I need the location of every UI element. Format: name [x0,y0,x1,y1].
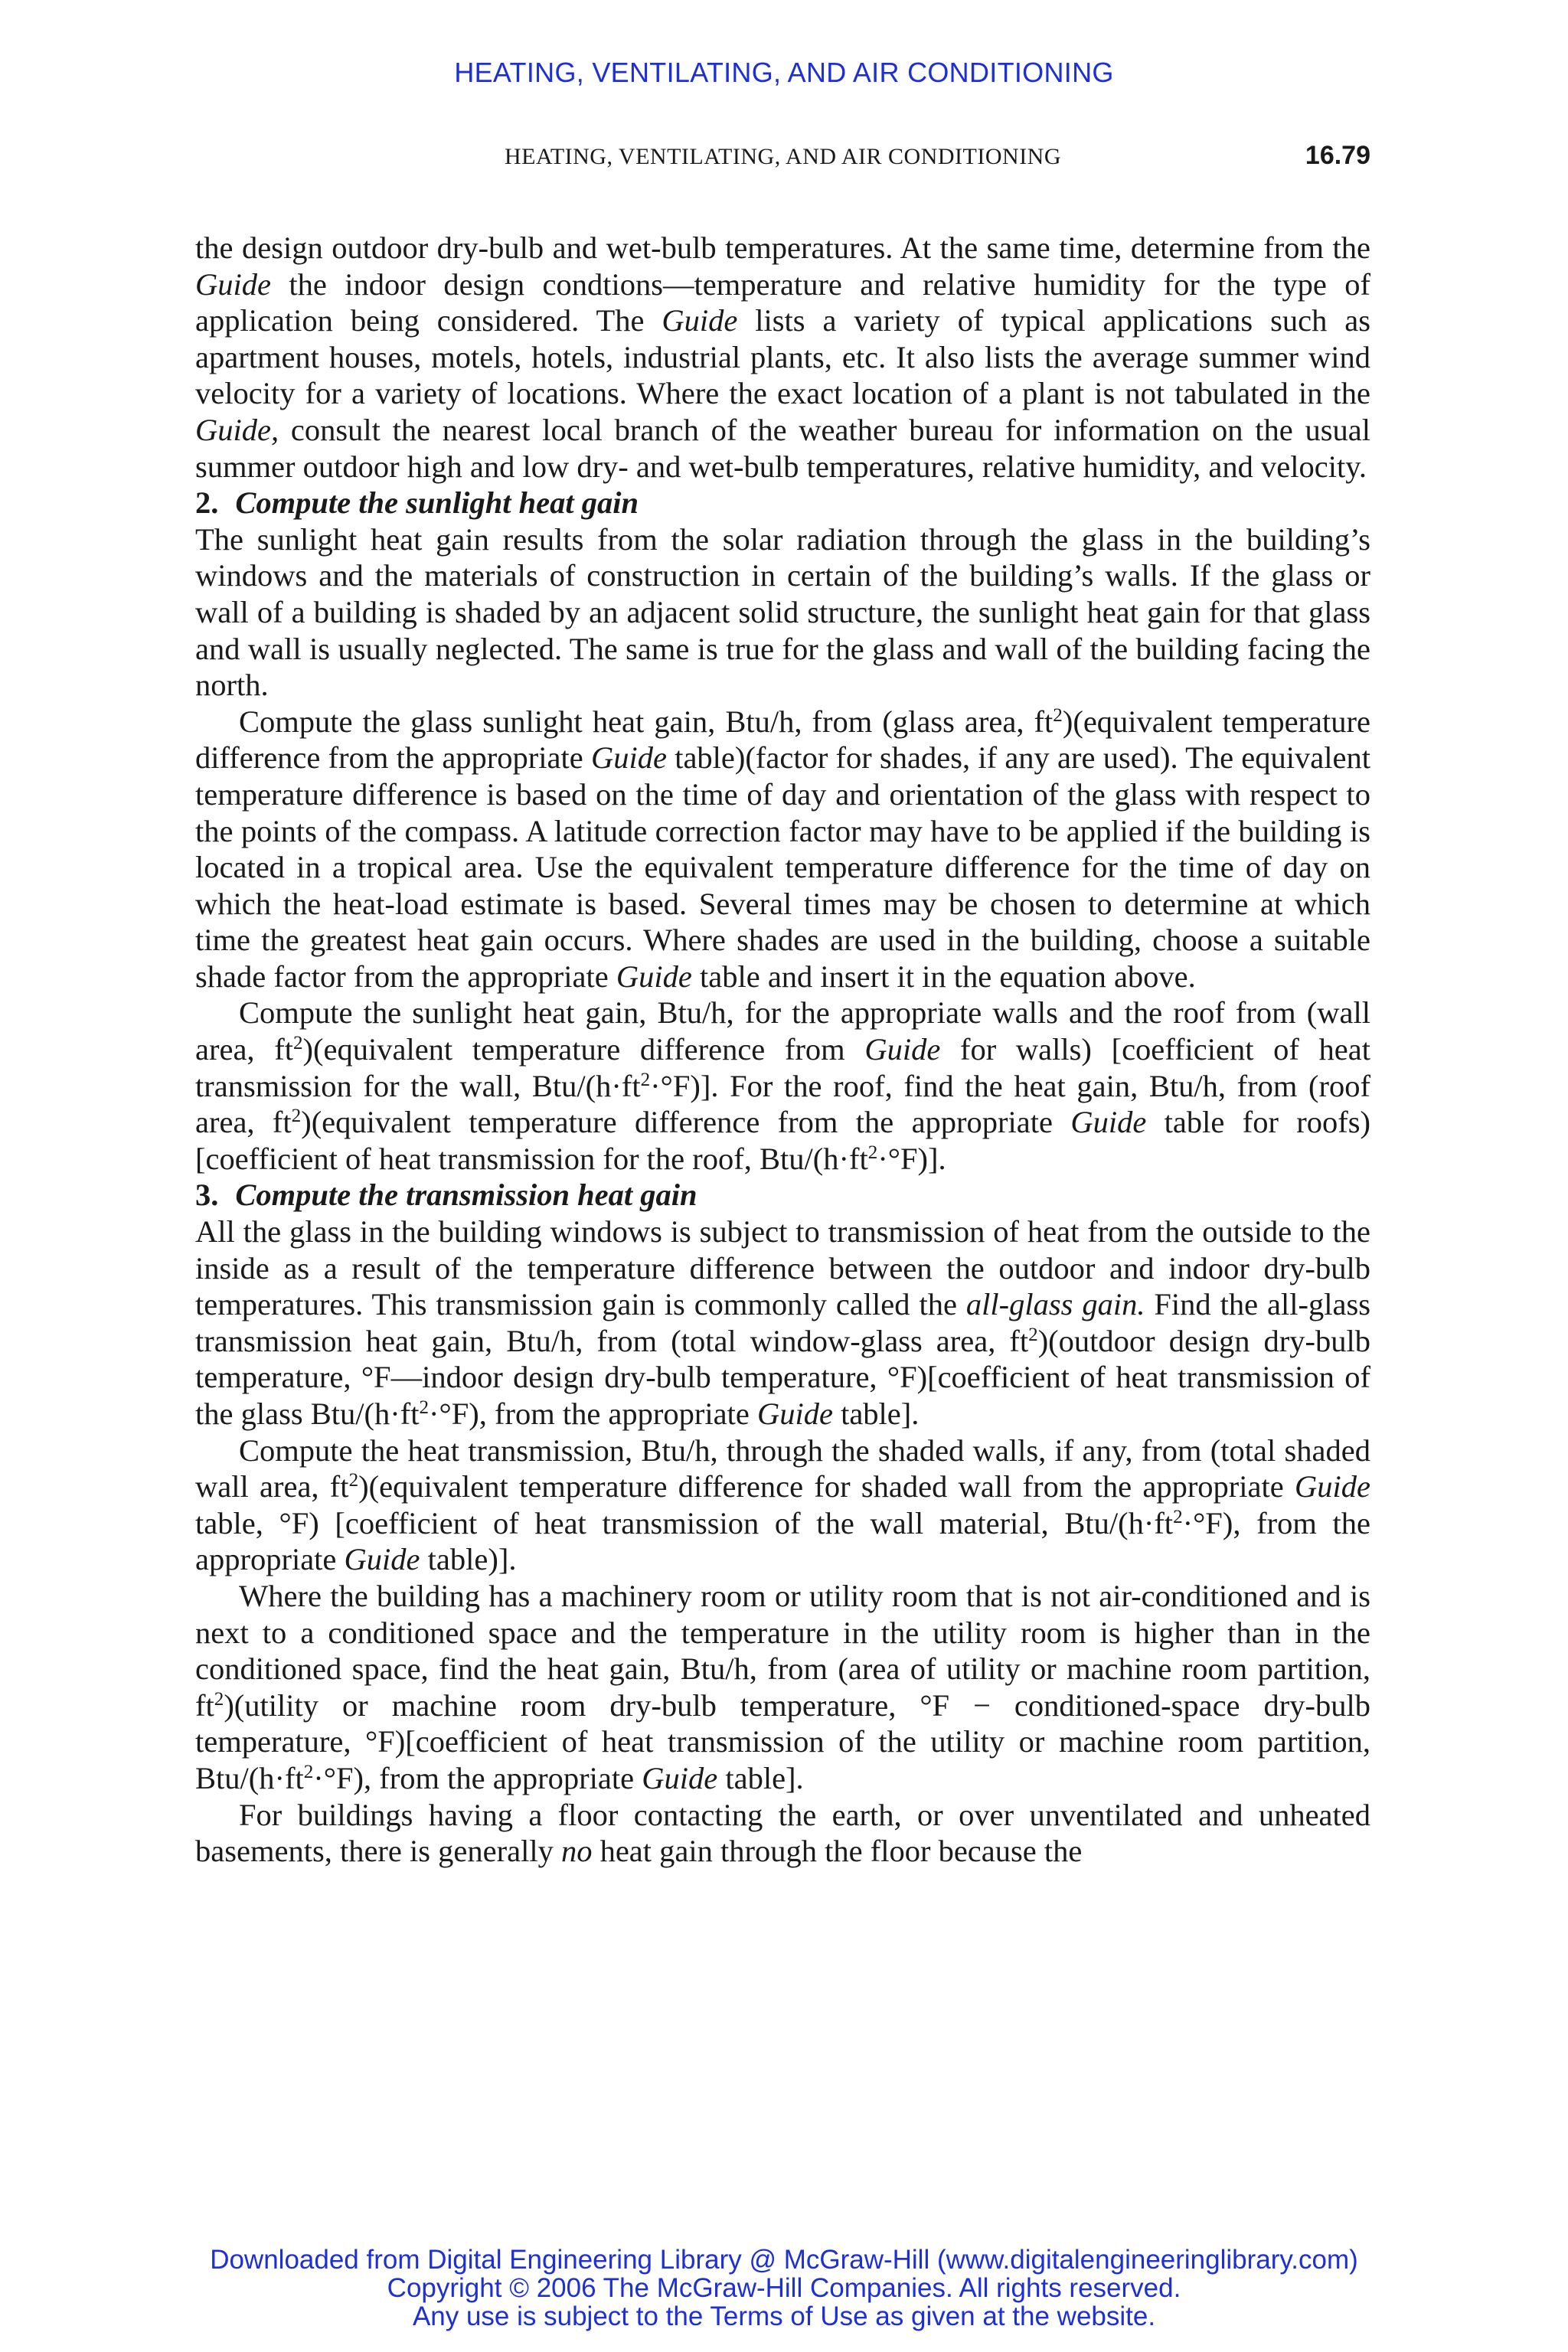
italic-guide: Guide [1295,1469,1371,1504]
text-run: Where the building has a machinery room or utility room that is not air-conditioned and is next to a conditioned space and the temperature in the utility room is higher than in the conditioned space, find the heat gain, Btu/h, from (area of utility or machine room partition, ft [195,1578,1370,1723]
italic-guide: Guide [662,303,738,338]
text-run: table for roofs) [coefficient of heat transmission for the roof, Btu/(h·ft [195,1105,1371,1176]
text-run: For buildings having a floor contacting the earth, or over unventilated and unheated basements, there is generally [195,1797,1370,1869]
step-title: Compute the transmission heat gain [235,1178,697,1213]
running-title: HEATING, VENTILATING, AND AIR CONDITIONING [504,144,1062,169]
text-run: )(utility or machine room dry-bulb temperature, °F − conditioned-space dry-bulb temperature, °F)[coefficient of heat transmission of the utility or machine room partition, Btu/(h·ft [195,1687,1370,1795]
text-run: ·°F), from the appropriate [313,1760,642,1795]
italic-guide: Guide [1070,1105,1147,1140]
text-run: lists a variety of typical applications such as apartment houses, motels, hotels, industrial plants, etc. It also lists the average summer wind velocity for a variety of locations. Where the exact location of a plant is not tabulated in the [195,303,1370,411]
italic-emphasis: no [560,1834,593,1869]
text-run: table]. [832,1396,920,1431]
italic-guide: Guide [590,740,667,776]
text-run: ·°F), from the appropriate [195,1505,1370,1577]
footer-copyright: Copyright © 2006 The McGraw-Hill Companies. All rights reserved. [387,2273,1181,2303]
text-run: Compute the sunlight heat gain, Btu/h, for the appropriate walls and the roof from (wall area, ft [195,995,1370,1067]
text-run: the design outdoor dry-bulb and wet-bulb temperatures. At the same time, determine from the [195,230,1370,265]
paragraph-design-conditions [195,230,1370,485]
italic-guide: Guide [756,1396,833,1431]
paragraph-walls-roof [195,995,1370,1177]
paragraph-shaded-walls [195,1432,1370,1578]
paragraph-floor-gain [195,1797,1370,1870]
text-run: table)]. [420,1542,517,1577]
text-run: )(equivalent temperature difference for shaded wall from the appropriate [358,1469,1295,1504]
italic-term: all-glass gain. [965,1287,1145,1322]
italic-guide: Guide [642,1760,718,1795]
paragraph-glass-sunlight [195,704,1370,995]
paragraph-sunlight-intro: The sunlight heat gain results from the solar radiation through the glass in the building’s windows and the materials of construction in certain of the building’s walls. If the glass or wall of a building is shaded by an adjacent solid structure, the sunlight heat gain for that glass and wall is usually neglected. The same is true for the glass and wall of the building facing the north. [195,521,1370,703]
text-run: )(equivalent temperature difference from the appropriate [195,704,1370,776]
text-run: table and insert it in the equation above. [691,959,1196,994]
text-run: )(equivalent temperature difference from the appropriate [301,1105,1071,1140]
superscript: 2 [291,1106,302,1127]
superscript: 2 [1053,704,1063,726]
text-run: Find the all-glass transmission heat gain, Btu/h, from (total window-glass area, ft [195,1287,1370,1358]
italic-guide: Guide [616,959,692,994]
italic-guide: Guide [195,266,271,302]
italic-guide: Guide, [195,412,279,447]
text-run: table)(factor for shades, if any are used). The equivalent temperature difference is based on the time of day and orientation of the glass with respect to the points of the compass. A latitude correction factor may have to be applied if the building is located in a tropical area. Use the equivalent temperature difference for the time of day on which the heat-load estimate is based. Several times may be chosen to determine at which time the greatest heat gain occurs. Where shades are used in the building, choose a suitable shade factor from the appropriate [195,740,1370,994]
superscript: 2 [303,1762,314,1783]
step-title: Compute the sunlight heat gain [235,485,639,521]
superscript: 2 [1028,1325,1038,1346]
superscript: 2 [214,1688,224,1710]
text-run: Compute the glass sunlight heat gain, Btu/h, from (glass area, ft [239,704,1054,739]
text-run: Compute the heat transmission, Btu/h, through the shaded walls, if any, from (total shaded wall area, ft [195,1432,1370,1504]
text-run: for walls) [coefficient of heat transmission for the wall, Btu/(h·ft [195,1032,1371,1103]
chapter-banner: HEATING, VENTILATING, AND AIR CONDITIONING [454,57,1114,88]
step-2-heading [195,485,1370,521]
text-run: ·°F), from the appropriate [429,1396,757,1431]
superscript: 2 [867,1142,878,1164]
superscript: 2 [419,1397,430,1419]
text-run: table]. [717,1760,804,1795]
text-run: All the glass in the building windows is subject to transmission of heat from the outside to the inside as a result of the temperature difference between the outdoor and indoor dry-bulb temperatures. This transmission gain is commonly called the [195,1214,1370,1322]
page-body [195,230,1370,1870]
superscript: 2 [348,1470,359,1491]
paragraph-all-glass-gain [195,1214,1370,1432]
paragraph-machinery-room [195,1578,1370,1797]
text-run: )(outdoor design dry-bulb temperature, °F—indoor design dry-bulb temperature, °F)[coefficient of heat transmission of the glass Btu/(h·ft [195,1323,1370,1431]
text-run: consult the nearest local branch of the weather bureau for information on the usual summer outdoor high and low dry- and wet-bulb temperatures, relative humidity, and velocity. [195,412,1370,484]
text-run: ·°F)]. For the roof, find the heat gain, Btu/h, from (roof area, ft [195,1068,1371,1140]
superscript: 2 [640,1069,651,1090]
text-run: ·°F)]. [877,1141,946,1176]
step-3-heading [195,1177,1370,1214]
footer-terms-link[interactable]: Any use is subject to the Terms of Use as given at the website. [412,2301,1156,2331]
step-number: 2. [195,485,219,521]
page-number: 16.79 [1305,141,1370,170]
text-run: the indoor design condtions—temperature and relative humidity for the type of application being considered. The [195,266,1370,338]
superscript: 2 [292,1033,303,1054]
step-number: 3. [195,1178,219,1213]
footer-download-link[interactable]: Downloaded from Digital Engineering Library @ McGraw-Hill (www.digitalengineeringlibrary.com) [210,2245,1358,2275]
download-footer [0,2246,1568,2331]
italic-guide: Guide [864,1032,941,1067]
italic-guide: Guide [344,1542,420,1577]
text-run: heat gain through the floor because the [592,1834,1083,1869]
text-run: table, °F) [coefficient of heat transmission of the wall material, Btu/(h·ft [195,1505,1174,1540]
running-header [195,141,1370,175]
superscript: 2 [1173,1506,1183,1527]
text-run: )(equivalent temperature difference from [302,1032,865,1067]
